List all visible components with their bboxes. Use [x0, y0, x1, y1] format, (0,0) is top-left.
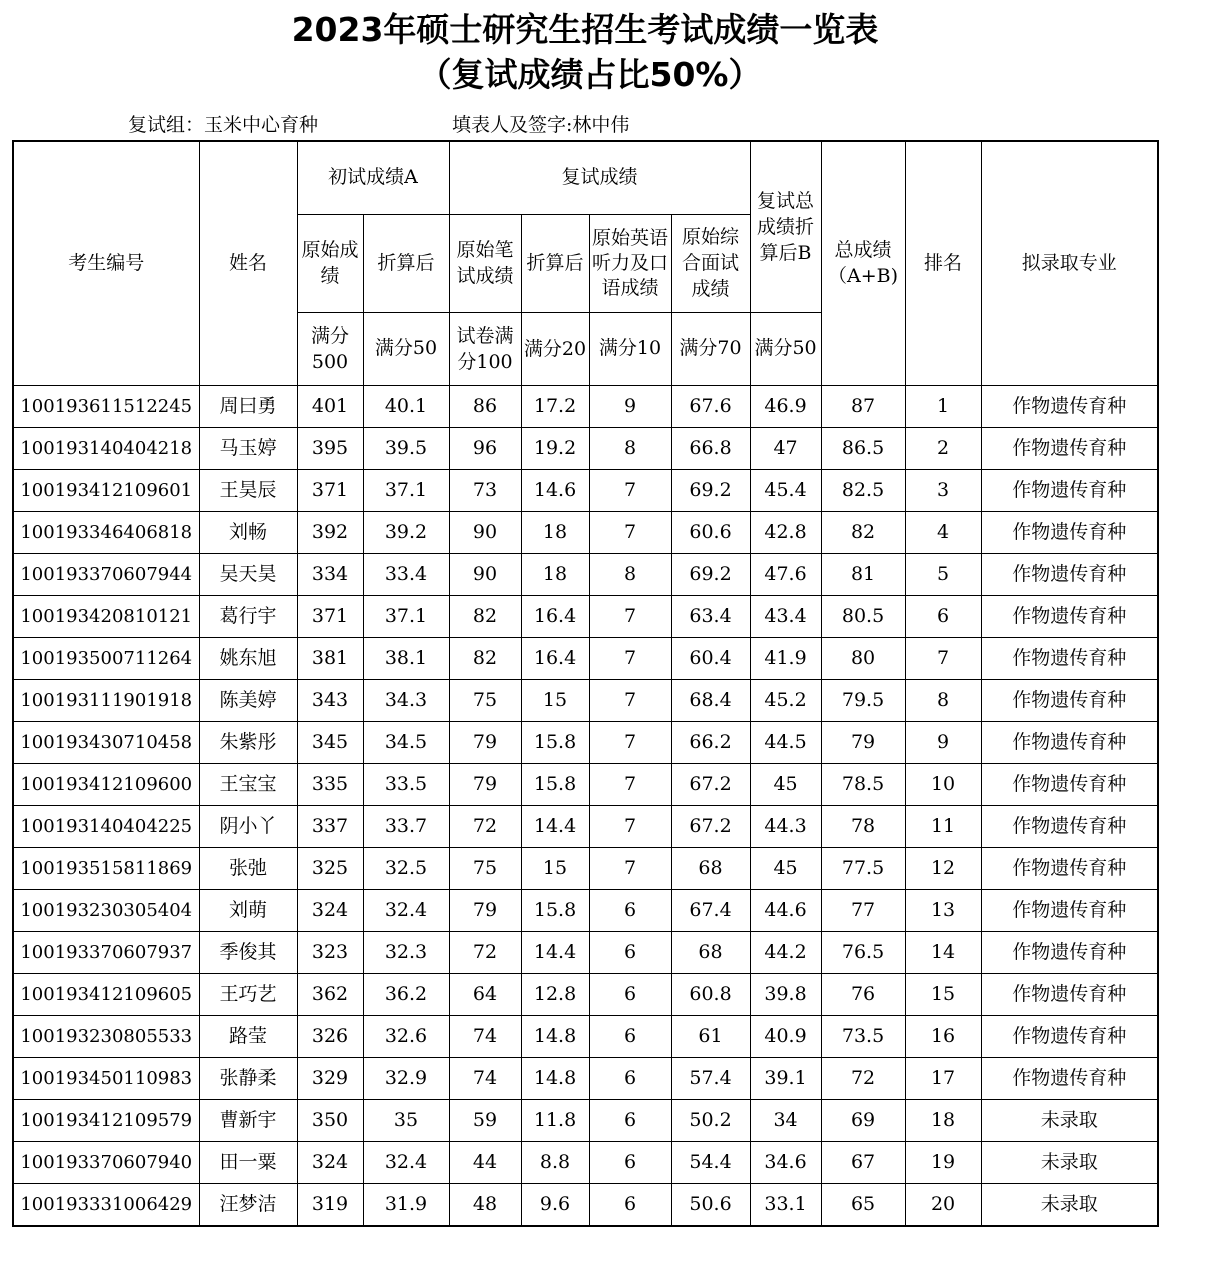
cell-written-conv: 15.8	[521, 889, 589, 931]
cell-english: 7	[589, 595, 671, 637]
cell-initial-conv: 34.3	[363, 679, 449, 721]
table-row	[13, 1099, 1158, 1141]
cell-written-conv: 19.2	[521, 427, 589, 469]
cell-initial-raw: 335	[297, 763, 363, 805]
cell-initial-conv: 32.5	[363, 847, 449, 889]
header-full-written-conv: 满分20	[521, 312, 589, 385]
cell-major: 未录取	[981, 1141, 1158, 1183]
table-row	[13, 1015, 1158, 1057]
cell-written-raw: 79	[449, 889, 521, 931]
cell-interview: 57.4	[671, 1057, 750, 1099]
cell-major: 作物遗传育种	[981, 553, 1158, 595]
cell-major: 未录取	[981, 1183, 1158, 1226]
header-name: 姓名	[199, 141, 297, 385]
cell-initial-raw: 324	[297, 889, 363, 931]
cell-interview: 69.2	[671, 553, 750, 595]
cell-name: 姚东旭	[199, 637, 297, 679]
cell-written-raw: 44	[449, 1141, 521, 1183]
cell-written-raw: 79	[449, 721, 521, 763]
table-row	[13, 385, 1158, 427]
cell-name: 马玉婷	[199, 427, 297, 469]
header-english-raw: 原始英语听力及口语成绩	[589, 214, 671, 312]
cell-interview: 66.2	[671, 721, 750, 763]
cell-major: 作物遗传育种	[981, 721, 1158, 763]
cell-english: 7	[589, 637, 671, 679]
page-subtitle: （复试成绩占比50%）	[418, 55, 762, 94]
header-rank: 排名	[905, 141, 981, 385]
table-row	[13, 889, 1158, 931]
cell-rank: 20	[905, 1183, 981, 1226]
cell-major: 作物遗传育种	[981, 847, 1158, 889]
cell-major: 作物遗传育种	[981, 931, 1158, 973]
cell-total: 87	[821, 385, 905, 427]
cell-written-conv: 14.8	[521, 1057, 589, 1099]
cell-initial-raw: 319	[297, 1183, 363, 1226]
cell-rank: 13	[905, 889, 981, 931]
cell-interview: 67.2	[671, 763, 750, 805]
cell-id: 100193450110983	[13, 1057, 199, 1099]
cell-rank: 6	[905, 595, 981, 637]
cell-written-conv: 14.6	[521, 469, 589, 511]
cell-retest-b: 45	[750, 763, 821, 805]
header-full-initial-raw: 满分500	[297, 312, 363, 385]
cell-total: 76.5	[821, 931, 905, 973]
cell-interview: 67.6	[671, 385, 750, 427]
cell-written-raw: 86	[449, 385, 521, 427]
cell-id: 100193412109601	[13, 469, 199, 511]
header-retest-total: 复试总成绩折算后B	[750, 141, 821, 312]
cell-initial-conv: 37.1	[363, 469, 449, 511]
cell-initial-raw: 392	[297, 511, 363, 553]
cell-english: 6	[589, 1057, 671, 1099]
cell-interview: 60.8	[671, 973, 750, 1015]
cell-initial-raw: 350	[297, 1099, 363, 1141]
cell-written-conv: 8.8	[521, 1141, 589, 1183]
cell-written-conv: 18	[521, 511, 589, 553]
cell-id: 100193500711264	[13, 637, 199, 679]
cell-retest-b: 34	[750, 1099, 821, 1141]
cell-written-conv: 12.8	[521, 973, 589, 1015]
cell-english: 6	[589, 973, 671, 1015]
table-row	[13, 721, 1158, 763]
table-row	[13, 847, 1158, 889]
cell-initial-raw: 371	[297, 469, 363, 511]
header-full-written-raw: 试卷满分100	[449, 312, 521, 385]
cell-id: 100193140404218	[13, 427, 199, 469]
cell-initial-conv: 32.9	[363, 1057, 449, 1099]
cell-rank: 10	[905, 763, 981, 805]
cell-name: 路莹	[199, 1015, 297, 1057]
cell-retest-b: 47.6	[750, 553, 821, 595]
cell-written-raw: 82	[449, 595, 521, 637]
cell-rank: 8	[905, 679, 981, 721]
cell-major: 作物遗传育种	[981, 1057, 1158, 1099]
cell-written-conv: 15	[521, 847, 589, 889]
cell-retest-b: 40.9	[750, 1015, 821, 1057]
cell-retest-b: 44.6	[750, 889, 821, 931]
cell-written-raw: 48	[449, 1183, 521, 1226]
cell-name: 田一粟	[199, 1141, 297, 1183]
cell-id: 100193331006429	[13, 1183, 199, 1226]
cell-id: 100193420810121	[13, 595, 199, 637]
cell-name: 王宝宝	[199, 763, 297, 805]
cell-initial-raw: 401	[297, 385, 363, 427]
cell-written-raw: 72	[449, 805, 521, 847]
cell-retest-b: 46.9	[750, 385, 821, 427]
cell-name: 陈美婷	[199, 679, 297, 721]
cell-interview: 68	[671, 847, 750, 889]
cell-total: 82.5	[821, 469, 905, 511]
header-written-conv: 折算后	[521, 214, 589, 312]
cell-interview: 67.4	[671, 889, 750, 931]
cell-initial-raw: 324	[297, 1141, 363, 1183]
cell-interview: 54.4	[671, 1141, 750, 1183]
cell-major: 作物遗传育种	[981, 889, 1158, 931]
table-row	[13, 595, 1158, 637]
cell-english: 8	[589, 553, 671, 595]
cell-name: 周曰勇	[199, 385, 297, 427]
cell-rank: 1	[905, 385, 981, 427]
cell-rank: 14	[905, 931, 981, 973]
cell-id: 100193230305404	[13, 889, 199, 931]
cell-written-raw: 72	[449, 931, 521, 973]
cell-name: 朱紫彤	[199, 721, 297, 763]
cell-initial-conv: 38.1	[363, 637, 449, 679]
cell-retest-b: 34.6	[750, 1141, 821, 1183]
cell-written-raw: 74	[449, 1015, 521, 1057]
cell-retest-b: 43.4	[750, 595, 821, 637]
cell-interview: 66.8	[671, 427, 750, 469]
cell-total: 82	[821, 511, 905, 553]
table-row	[13, 637, 1158, 679]
cell-written-conv: 14.8	[521, 1015, 589, 1057]
cell-interview: 50.6	[671, 1183, 750, 1226]
cell-initial-raw: 343	[297, 679, 363, 721]
cell-initial-raw: 334	[297, 553, 363, 595]
cell-written-conv: 18	[521, 553, 589, 595]
cell-interview: 60.4	[671, 637, 750, 679]
cell-initial-conv: 32.4	[363, 1141, 449, 1183]
cell-written-conv: 15.8	[521, 721, 589, 763]
cell-written-conv: 11.8	[521, 1099, 589, 1141]
cell-initial-conv: 31.9	[363, 1183, 449, 1226]
cell-written-conv: 14.4	[521, 931, 589, 973]
page-title: 2023年硕士研究生招生考试成绩一览表	[291, 10, 879, 49]
cell-major: 作物遗传育种	[981, 805, 1158, 847]
cell-id: 100193412109605	[13, 973, 199, 1015]
cell-initial-raw: 323	[297, 931, 363, 973]
cell-major: 作物遗传育种	[981, 679, 1158, 721]
header-written-raw: 原始笔试成绩	[449, 214, 521, 312]
cell-english: 6	[589, 1183, 671, 1226]
cell-retest-b: 44.3	[750, 805, 821, 847]
cell-written-raw: 73	[449, 469, 521, 511]
cell-initial-raw: 362	[297, 973, 363, 1015]
cell-name: 张静柔	[199, 1057, 297, 1099]
cell-id: 100193346406818	[13, 511, 199, 553]
cell-total: 80	[821, 637, 905, 679]
cell-interview: 69.2	[671, 469, 750, 511]
header-interview-raw: 原始综合面试成绩	[671, 214, 750, 312]
cell-total: 78.5	[821, 763, 905, 805]
cell-rank: 17	[905, 1057, 981, 1099]
cell-initial-raw: 325	[297, 847, 363, 889]
cell-retest-b: 39.8	[750, 973, 821, 1015]
cell-id: 100193611512245	[13, 385, 199, 427]
cell-major: 作物遗传育种	[981, 469, 1158, 511]
cell-rank: 3	[905, 469, 981, 511]
cell-total: 72	[821, 1057, 905, 1099]
cell-id: 100193412109579	[13, 1099, 199, 1141]
cell-written-raw: 75	[449, 847, 521, 889]
cell-total: 65	[821, 1183, 905, 1226]
table-row	[13, 805, 1158, 847]
cell-name: 季俊其	[199, 931, 297, 973]
cell-name: 葛行宇	[199, 595, 297, 637]
cell-retest-b: 45.2	[750, 679, 821, 721]
cell-major: 作物遗传育种	[981, 763, 1158, 805]
header-full-retest-total: 满分50	[750, 312, 821, 385]
cell-written-raw: 79	[449, 763, 521, 805]
cell-total: 81	[821, 553, 905, 595]
cell-initial-raw: 337	[297, 805, 363, 847]
cell-english: 6	[589, 1141, 671, 1183]
cell-written-conv: 17.2	[521, 385, 589, 427]
cell-written-raw: 59	[449, 1099, 521, 1141]
cell-interview: 50.2	[671, 1099, 750, 1141]
score-table	[12, 140, 1159, 1227]
cell-total: 69	[821, 1099, 905, 1141]
cell-written-raw: 96	[449, 427, 521, 469]
cell-initial-raw: 381	[297, 637, 363, 679]
cell-english: 7	[589, 679, 671, 721]
cell-rank: 4	[905, 511, 981, 553]
cell-total: 67	[821, 1141, 905, 1183]
cell-name: 吴天昊	[199, 553, 297, 595]
cell-interview: 60.6	[671, 511, 750, 553]
cell-id: 100193230805533	[13, 1015, 199, 1057]
cell-retest-b: 45	[750, 847, 821, 889]
cell-major: 作物遗传育种	[981, 511, 1158, 553]
table-row	[13, 763, 1158, 805]
cell-initial-raw: 395	[297, 427, 363, 469]
table-row	[13, 679, 1158, 721]
cell-rank: 5	[905, 553, 981, 595]
cell-retest-b: 42.8	[750, 511, 821, 553]
cell-id: 100193140404225	[13, 805, 199, 847]
cell-major: 作物遗传育种	[981, 973, 1158, 1015]
cell-initial-conv: 36.2	[363, 973, 449, 1015]
table-row	[13, 973, 1158, 1015]
cell-major: 未录取	[981, 1099, 1158, 1141]
cell-retest-b: 44.5	[750, 721, 821, 763]
cell-initial-conv: 32.6	[363, 1015, 449, 1057]
cell-written-raw: 74	[449, 1057, 521, 1099]
header-major: 拟录取专业	[981, 141, 1158, 385]
table-row	[13, 931, 1158, 973]
header-full-english: 满分10	[589, 312, 671, 385]
cell-rank: 2	[905, 427, 981, 469]
cell-name: 曹新宇	[199, 1099, 297, 1141]
cell-initial-conv: 33.5	[363, 763, 449, 805]
cell-written-raw: 75	[449, 679, 521, 721]
cell-interview: 68	[671, 931, 750, 973]
cell-id: 100193370607940	[13, 1141, 199, 1183]
cell-initial-conv: 39.5	[363, 427, 449, 469]
cell-written-conv: 15.8	[521, 763, 589, 805]
cell-written-raw: 90	[449, 553, 521, 595]
cell-interview: 67.2	[671, 805, 750, 847]
cell-initial-raw: 345	[297, 721, 363, 763]
cell-name: 刘畅	[199, 511, 297, 553]
cell-rank: 19	[905, 1141, 981, 1183]
cell-major: 作物遗传育种	[981, 595, 1158, 637]
cell-id: 100193430710458	[13, 721, 199, 763]
cell-rank: 18	[905, 1099, 981, 1141]
table-row	[13, 469, 1158, 511]
cell-total: 73.5	[821, 1015, 905, 1057]
cell-rank: 15	[905, 973, 981, 1015]
cell-retest-b: 33.1	[750, 1183, 821, 1226]
cell-total: 78	[821, 805, 905, 847]
cell-english: 7	[589, 511, 671, 553]
cell-written-conv: 14.4	[521, 805, 589, 847]
cell-english: 7	[589, 805, 671, 847]
cell-initial-raw: 371	[297, 595, 363, 637]
cell-major: 作物遗传育种	[981, 1015, 1158, 1057]
cell-english: 6	[589, 1099, 671, 1141]
cell-interview: 61	[671, 1015, 750, 1057]
cell-interview: 63.4	[671, 595, 750, 637]
cell-initial-raw: 329	[297, 1057, 363, 1099]
cell-rank: 16	[905, 1015, 981, 1057]
cell-id: 100193370607937	[13, 931, 199, 973]
cell-id: 100193370607944	[13, 553, 199, 595]
table-body	[13, 385, 1158, 1226]
cell-written-raw: 82	[449, 637, 521, 679]
cell-initial-conv: 32.3	[363, 931, 449, 973]
cell-interview: 68.4	[671, 679, 750, 721]
cell-english: 7	[589, 721, 671, 763]
cell-name: 刘萌	[199, 889, 297, 931]
header-full-interview: 满分70	[671, 312, 750, 385]
cell-english: 6	[589, 931, 671, 973]
cell-rank: 12	[905, 847, 981, 889]
table-row	[13, 1141, 1158, 1183]
header-total: 总成绩（A+B)	[821, 141, 905, 385]
table-row	[13, 511, 1158, 553]
cell-rank: 11	[905, 805, 981, 847]
cell-id: 100193515811869	[13, 847, 199, 889]
cell-initial-conv: 35	[363, 1099, 449, 1141]
cell-written-conv: 16.4	[521, 637, 589, 679]
cell-initial-conv: 33.7	[363, 805, 449, 847]
cell-total: 77	[821, 889, 905, 931]
cell-name: 张弛	[199, 847, 297, 889]
cell-written-conv: 9.6	[521, 1183, 589, 1226]
cell-major: 作物遗传育种	[981, 637, 1158, 679]
cell-written-conv: 15	[521, 679, 589, 721]
cell-total: 79	[821, 721, 905, 763]
cell-retest-b: 47	[750, 427, 821, 469]
header-retest-group: 复试成绩	[449, 141, 750, 214]
cell-english: 6	[589, 1015, 671, 1057]
cell-initial-conv: 39.2	[363, 511, 449, 553]
cell-id: 100193111901918	[13, 679, 199, 721]
cell-english: 7	[589, 763, 671, 805]
cell-retest-b: 45.4	[750, 469, 821, 511]
retest-group-label: 复试组：玉米中心育种	[128, 114, 319, 136]
cell-english: 7	[589, 847, 671, 889]
table-row	[13, 427, 1158, 469]
table-row	[13, 1057, 1158, 1099]
table-row	[13, 1183, 1158, 1226]
cell-initial-conv: 34.5	[363, 721, 449, 763]
cell-written-raw: 64	[449, 973, 521, 1015]
cell-written-raw: 90	[449, 511, 521, 553]
cell-rank: 9	[905, 721, 981, 763]
header-initial-group: 初试成绩A	[297, 141, 449, 214]
cell-name: 王巧艺	[199, 973, 297, 1015]
cell-name: 阴小丫	[199, 805, 297, 847]
cell-initial-conv: 40.1	[363, 385, 449, 427]
cell-english: 6	[589, 889, 671, 931]
cell-total: 79.5	[821, 679, 905, 721]
cell-initial-raw: 326	[297, 1015, 363, 1057]
cell-rank: 7	[905, 637, 981, 679]
cell-written-conv: 16.4	[521, 595, 589, 637]
cell-retest-b: 41.9	[750, 637, 821, 679]
cell-total: 76	[821, 973, 905, 1015]
cell-english: 9	[589, 385, 671, 427]
cell-name: 王昊辰	[199, 469, 297, 511]
cell-total: 86.5	[821, 427, 905, 469]
header-full-initial-conv: 满分50	[363, 312, 449, 385]
cell-retest-b: 39.1	[750, 1057, 821, 1099]
cell-total: 80.5	[821, 595, 905, 637]
cell-english: 8	[589, 427, 671, 469]
cell-retest-b: 44.2	[750, 931, 821, 973]
cell-total: 77.5	[821, 847, 905, 889]
cell-major: 作物遗传育种	[981, 385, 1158, 427]
cell-initial-conv: 37.1	[363, 595, 449, 637]
filler-label: 填表人及签字:林中伟	[452, 114, 630, 136]
cell-english: 7	[589, 469, 671, 511]
cell-initial-conv: 33.4	[363, 553, 449, 595]
cell-name: 汪梦洁	[199, 1183, 297, 1226]
header-initial-conv: 折算后	[363, 214, 449, 312]
header-initial-raw: 原始成绩	[297, 214, 363, 312]
cell-major: 作物遗传育种	[981, 427, 1158, 469]
cell-id: 100193412109600	[13, 763, 199, 805]
table-row	[13, 553, 1158, 595]
header-id: 考生编号	[13, 141, 199, 385]
cell-initial-conv: 32.4	[363, 889, 449, 931]
